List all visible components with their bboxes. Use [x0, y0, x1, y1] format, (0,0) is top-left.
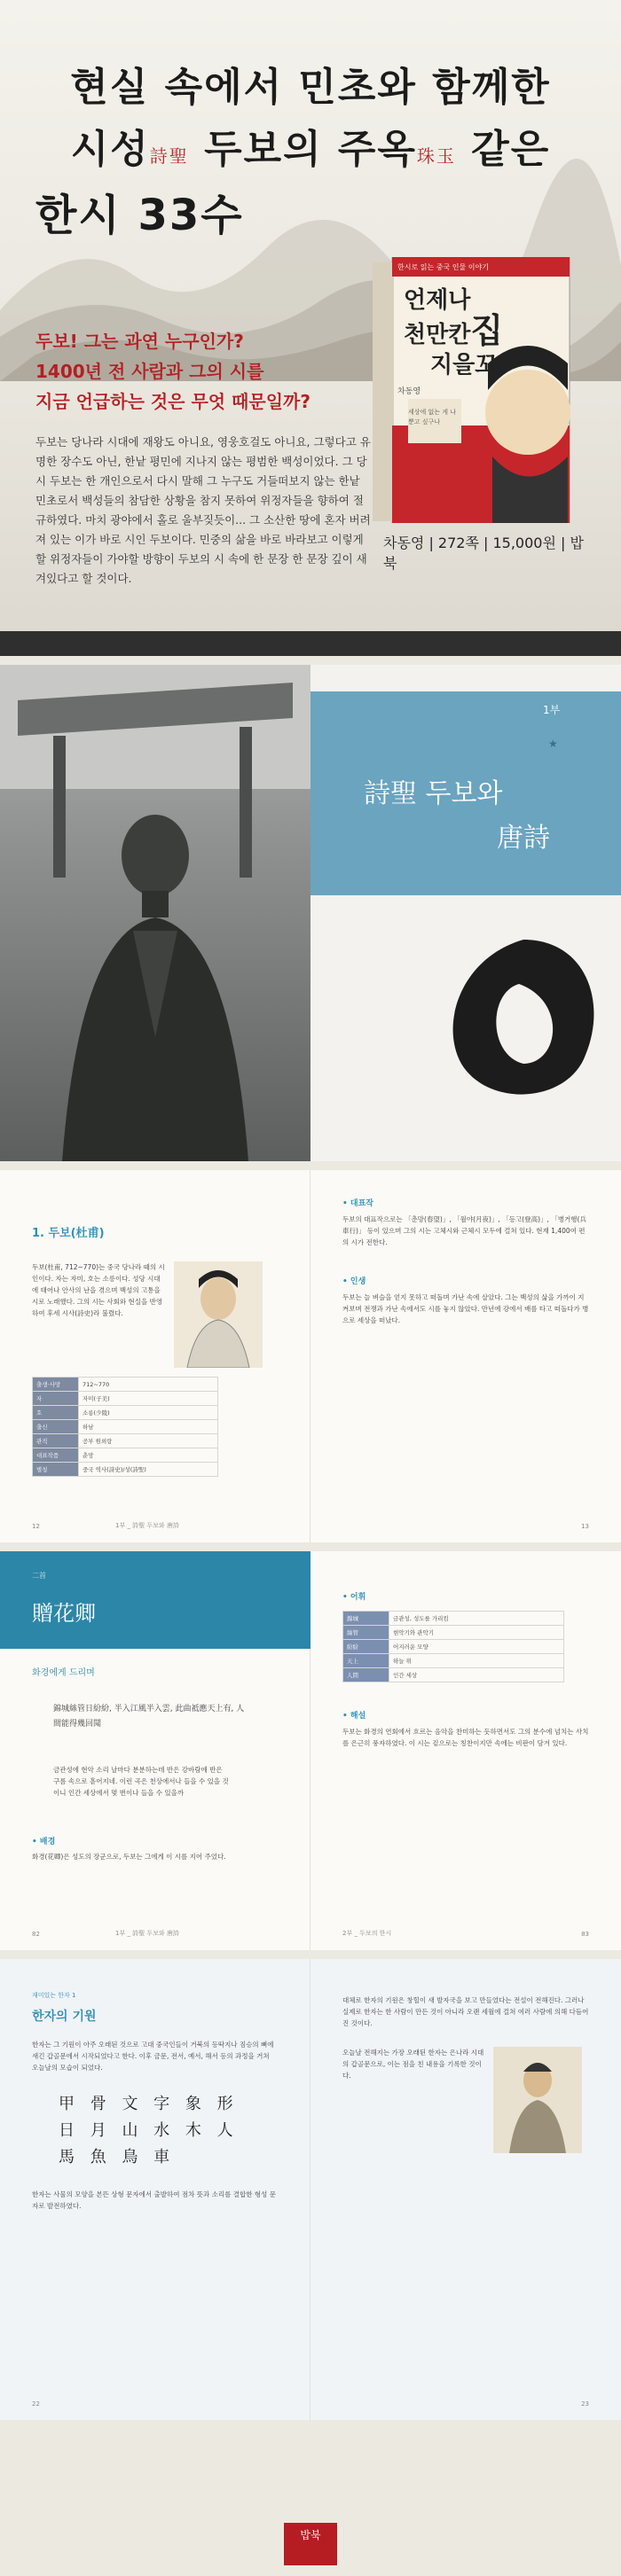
table-row — [343, 1640, 564, 1654]
column-title: 한자의 기원 — [32, 2010, 97, 2024]
body-text: 오늘날 전해지는 가장 오래된 한자는 은나라 시대의 갑골문으로, 이는 점을 친 내용을 기록한 것이다. — [342, 2049, 484, 2080]
table-value: 하늘 위 — [389, 1654, 564, 1668]
question-line: 1400년 전 사람과 그의 시를 — [35, 361, 264, 382]
body-text: 대체로 한자의 기원은 창힐이 새 발자국을 보고 만들었다는 전설이 전해진다. 그러나 실제로 한자는 한 사람이 만든 것이 아니라 오랜 세월에 걸쳐 여러 사람에 의해 다듬어진 것이다. — [342, 1996, 589, 2027]
page-number: 22 — [32, 2400, 40, 2408]
page-left — [0, 1959, 310, 2420]
table-row — [33, 1378, 218, 1392]
page-left — [0, 1551, 310, 1950]
chapter-title-panel — [310, 665, 621, 1161]
book-title-accent: 집 — [470, 311, 504, 350]
chapter-title-line-2: 唐詩 — [497, 823, 550, 854]
running-footer: 1부 _ 詩聖 두보와 唐詩 — [115, 1930, 179, 1937]
table-value: 712~770 — [79, 1378, 218, 1392]
page-number: 12 — [32, 1523, 40, 1530]
figure-row — [342, 2047, 589, 2153]
table-value: 인간 세상 — [389, 1668, 564, 1682]
page-left — [0, 1170, 310, 1542]
page-right — [310, 1551, 621, 1950]
table-key: 紛紛 — [343, 1640, 389, 1654]
table-value: 춘망 — [79, 1448, 218, 1463]
page-right — [310, 1170, 621, 1542]
running-footer: 2부 _ 두보의 한시 — [342, 1930, 392, 1937]
headline-word: 시성 — [70, 127, 150, 172]
table-row — [343, 1668, 564, 1682]
table-value: 금관성, 성도를 가리킴 — [389, 1612, 564, 1626]
subheading: • 배경 — [32, 1838, 56, 1846]
table-value: 어지러운 모양 — [389, 1640, 564, 1654]
chapter-opener-spread — [0, 665, 621, 1161]
section-heading: 1. 두보(杜甫) — [32, 1227, 105, 1240]
table-row — [33, 1448, 218, 1463]
body-text: 한자는 사물의 모양을 본뜬 상형 문자에서 출발하여 점차 뜻과 소리를 결합한 형성 문자로 발전하였다. — [32, 2190, 276, 2210]
table-key: 관직 — [33, 1434, 79, 1448]
chapter-title-line-1: 詩聖 두보와 — [364, 778, 503, 809]
chapter-number: 1부 — [543, 704, 561, 716]
table-row — [343, 1626, 564, 1640]
subheading: • 대표작 — [342, 1199, 373, 1208]
book-title-line: 언제나 — [404, 287, 471, 314]
poem-original: 錦城絲管日紛紛, 半入江風半入雲, 此曲祗應天上有, 人間能得幾回聞 — [53, 1705, 245, 1729]
book-spread-column — [0, 1959, 621, 2420]
vocab-table — [342, 1611, 564, 1682]
headline-word: 같은 — [471, 127, 551, 172]
hero-questions — [35, 326, 373, 417]
book-meta: 차동영 | 272쪽 | 15,000원 | 밥북 — [383, 535, 584, 572]
du-fu-statue-photo — [0, 665, 310, 1161]
question-line: 두보! 그는 과연 누구인가? — [35, 331, 244, 352]
headline-line-1: 현실 속에서 민초와 함께한 — [70, 65, 551, 110]
table-key: 출생·사망 — [33, 1378, 79, 1392]
table-value: 공부 원외랑 — [79, 1434, 218, 1448]
poem-title: 贈花卿 — [32, 1601, 96, 1626]
chapter-ornament-icon: ★ — [548, 738, 558, 750]
table-row — [343, 1612, 564, 1626]
headline-hanja: 珠玉 — [416, 145, 456, 167]
table-key: 絲管 — [343, 1626, 389, 1640]
headline-line-2 — [0, 117, 621, 174]
table-value: 하남 — [79, 1420, 218, 1434]
book-badge: 한시로 읽는 중국 인물 이야기 — [397, 263, 489, 271]
table-key: 錦城 — [343, 1612, 389, 1626]
headline-line-3: 한시 33수 — [35, 191, 244, 240]
page-right — [310, 1959, 621, 2420]
table-key: 人間 — [343, 1668, 389, 1682]
table-row — [343, 1654, 564, 1668]
intro-text: 두보(杜甫, 712~770)는 중국 당나라 때의 시인이다. 자는 자미, 호는 소릉이다. 성당 시대에 태어나 안사의 난을 겪으며 백성의 고통을 시로 노래했다. 그의 시는 사회와 현실을 반영하여 후세 시사(詩史)라 불렸다. — [32, 1263, 165, 1317]
book-author: 차동영 — [397, 387, 421, 396]
subheading: • 해설 — [342, 1712, 366, 1721]
table-key: 별칭 — [33, 1463, 79, 1477]
book-spread-intro — [0, 1170, 621, 1542]
poem-translation: 금관성에 현악 소리 날마다 분분하는데 반은 강바람에 반은 구름 속으로 흩어지네. 이런 곡은 천상에서나 들을 수 있을 것이니 인간 세상에서 몇 번이나 들을 수 있을까 — [53, 1766, 229, 1797]
table-value: 중국 역사(詩史)/성(詩聖) — [79, 1463, 218, 1477]
page-number: 82 — [32, 1931, 40, 1938]
page-number: 13 — [581, 1523, 589, 1530]
body-text: 한자는 그 기원이 아주 오래된 것으로 고대 중국인들이 거북의 등딱지나 짐승의 뼈에 새긴 갑골문에서 시작되었다고 한다. 이후 금문, 전서, 예서, 해서 등의 과정을 거쳐 오늘날의 모습이 되었다. — [32, 2041, 274, 2072]
table-row — [33, 1406, 218, 1420]
table-key: 대표작품 — [33, 1448, 79, 1463]
table-row — [33, 1392, 218, 1406]
table-key: 호 — [33, 1406, 79, 1420]
subheading: • 인생 — [342, 1277, 366, 1286]
body-text: 화경(花卿)은 성도의 장군으로, 두보는 그에게 이 시를 지어 주었다. — [32, 1853, 226, 1861]
table-key: 天上 — [343, 1654, 389, 1668]
headline-hanja: 詩聖 — [149, 145, 189, 167]
body-text: 두보의 대표작으로는 「춘망(春望)」, 「월야(月夜)」, 「등고(登高)」, 「병거행(兵車行)」 등이 있으며 그의 시는 고체시와 근체시 모두에 걸쳐 있다. 현재 1,400여 편의 시가 전한다. — [342, 1215, 586, 1246]
poem-subtitle: 화경에게 드리며 — [32, 1668, 95, 1678]
body-text: 두보는 화경의 연회에서 흐르는 음악을 찬미하는 듯하면서도 그의 분수에 넘치는 사치를 은근히 풍자하였다. 이 시는 겉으로는 칭찬이지만 속에는 비판이 담겨 있다. — [342, 1728, 589, 1747]
ancient-scribe-illustration — [493, 2047, 582, 2153]
poem-number: 二首 — [32, 1572, 46, 1580]
page-number: 83 — [581, 1931, 589, 1938]
subheading: • 어휘 — [342, 1593, 366, 1602]
table-key: 출신 — [33, 1420, 79, 1434]
table-value: 소릉(少陵) — [79, 1406, 218, 1420]
book-title-line: 지을꼬 — [430, 352, 498, 379]
book-tagline: 세상에 없는 게 나 뿐고 싶구나 — [408, 409, 457, 425]
book-title — [404, 285, 503, 380]
table-row — [33, 1420, 218, 1434]
du-fu-portrait — [174, 1261, 263, 1368]
body-text: 두보는 늘 벼슬을 얻지 못하고 떠돌며 가난 속에 살았다. 그는 백성의 삶을 가까이 지켜보며 전쟁과 가난 속에서도 시를 놓지 않았다. 만년에 강에서 배를 타고 떠돌다가 병으로 세상을 떠났다. — [342, 1293, 589, 1324]
oracle-glyphs: 甲 骨 文 字 象 形 日 月 山 水 木 人 馬 魚 鳥 車 — [59, 2095, 239, 2166]
headline-word: 두보의 주옥 — [204, 127, 417, 172]
table-row — [33, 1434, 218, 1448]
publisher-logo: 밥북 — [284, 2523, 337, 2565]
running-footer: 1부 _ 詩聖 두보와 唐詩 — [115, 1522, 179, 1529]
table-value: 자미(子美) — [79, 1392, 218, 1406]
question-line: 지금 언급하는 것은 무엇 때문일까? — [35, 391, 310, 412]
intro-row — [32, 1261, 278, 1368]
book-title-line: 천만칸 — [404, 322, 471, 348]
brush-divider — [0, 631, 621, 656]
ink-circle-illustration — [435, 922, 612, 1117]
statue-illustration — [0, 665, 310, 1161]
table-key: 자 — [33, 1392, 79, 1406]
page-number: 23 — [581, 2400, 589, 2408]
hero-description: 두보는 당나라 시대에 재왕도 아니요, 영웅호걸도 아니요, 그렇다고 유명한 장수도 아닌, 한낱 평민에 지나지 않는 평범한 백성이었다. 그 당시 두보는 한 개인으로서 다시 말해 그 누구도 거들떠보지 않는 한낱 민초로서 백성들의 참담한 상황을 참지 못하여 위정자들을 향하여 절규하였다. 마치 광야에서 홀로 울부짖듯이... 그 소산한 땅에 혼자 버려져 있는 이가 바로 시인 두보이다. 민중의 삶을 바로 바라보고 이렇게 할 위정자들이 가야할 방향이 두보의 시 속에 한 문장 한 문장 깊이 새겨있다고 할 것이다. — [35, 435, 371, 585]
column-label: 재미있는 한자 1 — [32, 1992, 76, 1999]
profile-table — [32, 1377, 218, 1477]
table-row — [33, 1463, 218, 1477]
hero-section — [0, 0, 621, 656]
book-spread-poem — [0, 1551, 621, 1950]
table-value: 현악기와 관악기 — [389, 1626, 564, 1640]
